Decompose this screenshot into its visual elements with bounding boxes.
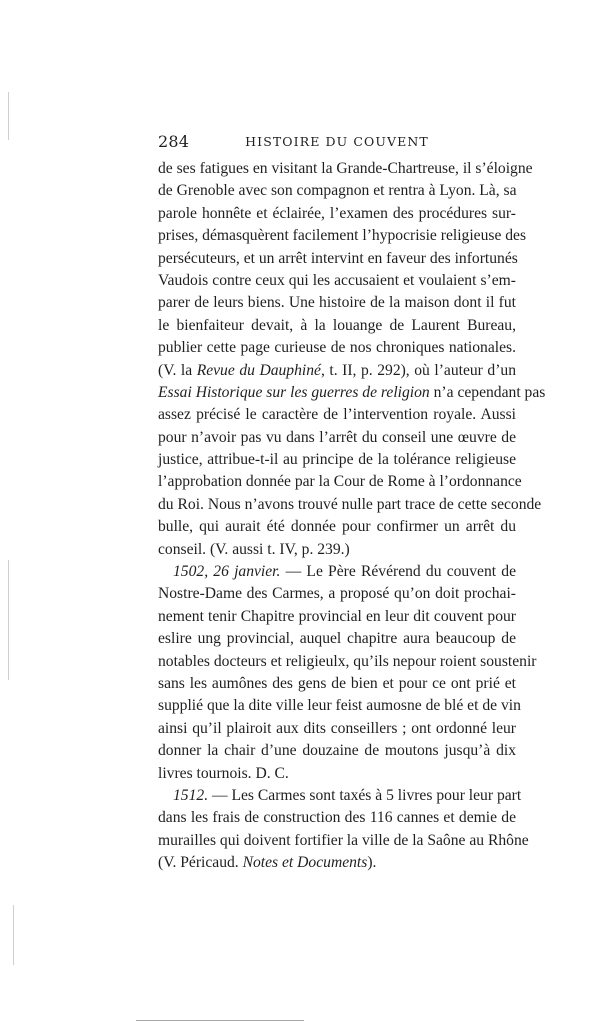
text-segment: , t. II, p. 292), où l’auteur d’un [320,361,516,379]
text-segment: eslire ung provincial, auquel chapitre aura beaucoup de [158,630,516,648]
text-segment: Vaudois contre ceux qui les accusaient et voulaient s’em- [158,271,516,289]
text-segment: prises, démasquèrent facilement l’hypocrisie religieuse des [158,227,527,245]
text-segment: nement tenir Chapitre provincial en leur dit couvent pour [158,607,516,625]
text-line [158,225,527,247]
text-segment: — Les Carmes sont taxés à 5 livres pour leur part [208,786,522,804]
text-line [158,158,533,180]
text-line [158,830,529,852]
scan-margin-mark [13,905,14,965]
text-segment: Nostre-Dame des Carmes, a proposé qu’on doit prochai- [158,585,516,603]
text-line [158,360,516,382]
text-segment: n’a cependant pas [429,383,546,401]
text-line [158,382,546,404]
text-segment: parole honnête et éclairée, l’examen des procédures sur- [158,204,516,222]
text-segment: justice, attribue-t-il au principe de la tolérance religieuse [158,451,516,469]
italic-text: Revue du Dauphiné [196,361,321,379]
text-segment: de ses fatigues en visitant la Grande-Chartreuse, il s’éloigne [158,160,533,177]
text-line [158,695,521,717]
text-segment: persécuteurs, et un arrêt intervint en faveur des infortunés [158,249,518,267]
text-line [158,539,516,561]
text-segment: assez précisé le caractère de l’intervention royale. Aussi [158,406,516,424]
text-line [158,583,516,605]
text-line [158,248,516,270]
text-segment: de Grenoble avec son compagnon et rentra à Lyon. Là, sa [158,182,517,200]
body-text [158,158,546,875]
italic-text: Essai Historique sur les guerres de religion [158,383,430,401]
text-line [158,718,516,740]
text-segment: bulle, qui aurait été donnée pour confirmer un arrêt du [158,518,516,536]
text-line [158,494,542,516]
text-line [158,763,516,785]
text-line [158,337,516,359]
text-segment: notables docteurs et religieulx, qu’ils nepour roient soustenir [158,652,537,670]
text-line [158,740,516,762]
text-line [158,785,522,807]
scan-margin-mark [8,92,9,140]
text-line [158,471,522,493]
page-number: 284 [158,132,190,151]
text-line [158,673,516,695]
text-segment: pour n’avoir pas vu dans l’arrêt du conseil une œuvre de [158,428,516,446]
text-segment: donner la chair d’une douzaine de moutons jusqu’à dix [158,742,516,760]
italic-text: Notes et Documents [242,854,368,872]
text-line [158,606,516,628]
text-segment: l’approbation donnée par la Cour de Rome à l’ordonnance [158,473,522,491]
text-line [158,807,516,829]
text-segment: dans les frais de construction des 116 cannes et demie de [158,809,516,827]
text-segment: publier cette page curieuse de nos chroniques nationales. [158,339,516,357]
page-bottom-rule [136,1020,304,1021]
text-line [158,203,516,225]
text-line [158,449,516,471]
italic-text: 1512. [173,786,209,804]
text-line [158,292,516,314]
text-line [158,180,516,202]
scan-margin-mark [8,560,9,680]
italic-text: 1502, 26 janvier. [173,563,281,581]
text-segment: du Roi. Nous n’avons trouvé nulle part trace de cette seconde [158,495,542,513]
text-line [158,427,516,449]
text-segment: supplié que la dite ville leur feist aumosne de blé et de vin [158,697,521,715]
text-segment: le bienfaiteur devait, à la louange de Laurent Bureau, [158,316,516,334]
text-segment: (V. Péricaud. [158,854,243,872]
text-segment: parer de leurs biens. Une histoire de la maison dont il fut [158,294,516,312]
text-segment: (V. la [158,361,197,379]
text-segment: murailles qui doivent fortifier la ville de la Saône au Rhône [158,831,529,849]
text-segment: livres tournois. D. C. [158,764,289,782]
text-segment: sans les aumônes des gens de bien et pour ce ont prié et [158,674,516,692]
text-line [158,628,516,650]
text-segment: — Le Père Révérend du couvent de [280,563,516,581]
text-line [158,516,516,538]
text-line [158,404,516,426]
running-title: HISTOIRE DU COUVENT [245,134,429,149]
text-segment: conseil. (V. aussi t. IV, p. 239.) [158,540,350,558]
text-line [158,852,516,874]
text-segment: ainsi qu’il plairoit aux dits conseillers ; ont ordonné leur [158,719,516,737]
text-line [158,561,516,583]
text-segment: ). [367,854,377,872]
text-line [158,651,537,673]
text-line [158,270,516,292]
page-header [158,130,516,154]
text-line [158,315,516,337]
